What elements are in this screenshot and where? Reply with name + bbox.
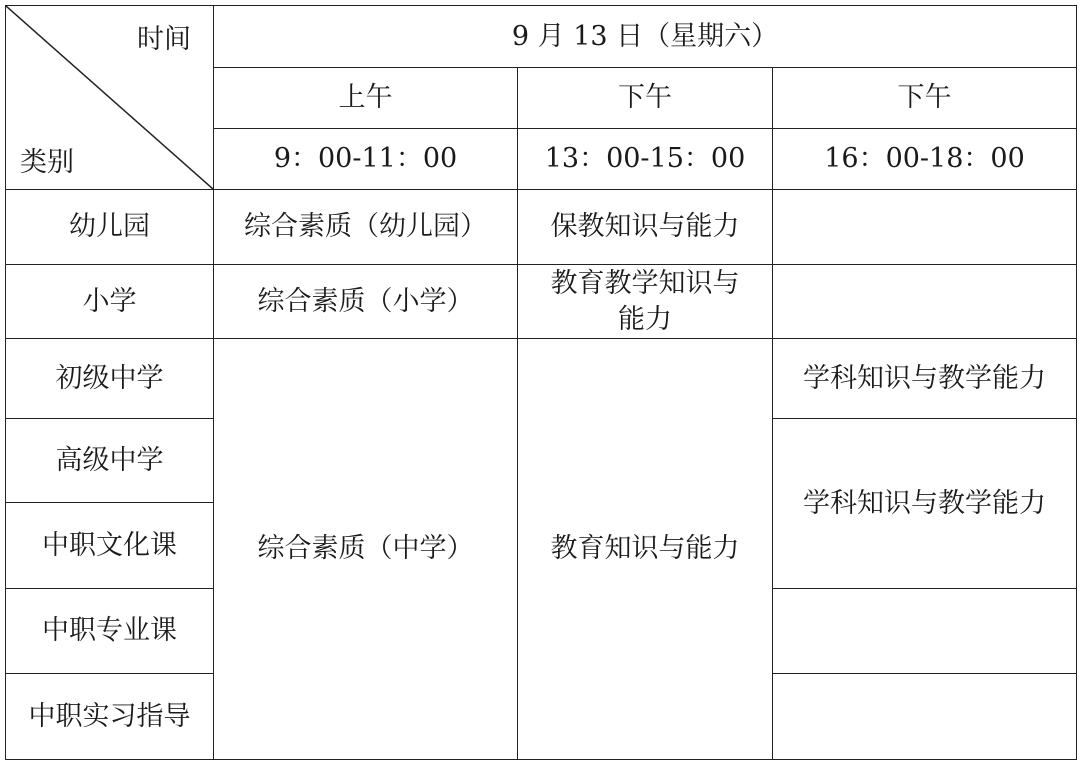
session-3-period: 下午 [773, 68, 1077, 129]
kindergarten-session-3 [773, 190, 1077, 265]
corner-time-label: 时间 [137, 24, 191, 55]
primary-session-1: 综合素质（小学） [214, 265, 518, 339]
category-senior-high: 高级中学 [6, 419, 214, 503]
primary-session-3 [773, 265, 1077, 339]
middle-school-session-2: 教育知识与能力 [518, 339, 773, 760]
session-2-period: 下午 [518, 68, 773, 129]
category-vocational-professional: 中职专业课 [6, 589, 214, 674]
primary-session-2 [518, 265, 773, 339]
kindergarten-session-2: 保教知识与能力 [518, 190, 773, 265]
session-1-period: 上午 [214, 68, 518, 129]
session-2-time: 13：00-15：00 [518, 129, 773, 190]
category-primary: 小学 [6, 265, 214, 339]
table-row [6, 190, 1077, 265]
table-row [6, 339, 1077, 419]
corner-category-label: 类别 [20, 147, 74, 178]
category-kindergarten: 幼儿园 [6, 190, 214, 265]
exam-date: 9 月 13 日（星期六） [214, 6, 1077, 68]
header-date-row [6, 6, 1077, 68]
junior-high-session-3: 学科知识与教学能力 [773, 339, 1077, 419]
kindergarten-session-1: 综合素质（幼儿园） [214, 190, 518, 265]
header-corner-cell [6, 6, 214, 190]
table-row [6, 265, 1077, 339]
category-vocational-culture: 中职文化课 [6, 503, 214, 589]
vocational-internship-session-3 [773, 674, 1077, 760]
primary-session-2-text: 教育教学知识与能力 [550, 267, 740, 335]
middle-school-session-1: 综合素质（中学） [214, 339, 518, 760]
category-junior-high: 初级中学 [6, 339, 214, 419]
session-3-time: 16：00-18：00 [773, 129, 1077, 190]
category-vocational-internship: 中职实习指导 [6, 674, 214, 760]
session-1-time: 9：00-11：00 [214, 129, 518, 190]
vocational-professional-session-3 [773, 589, 1077, 674]
senior-vocational-session-3: 学科知识与教学能力 [773, 419, 1077, 589]
exam-schedule-table [5, 5, 1077, 760]
